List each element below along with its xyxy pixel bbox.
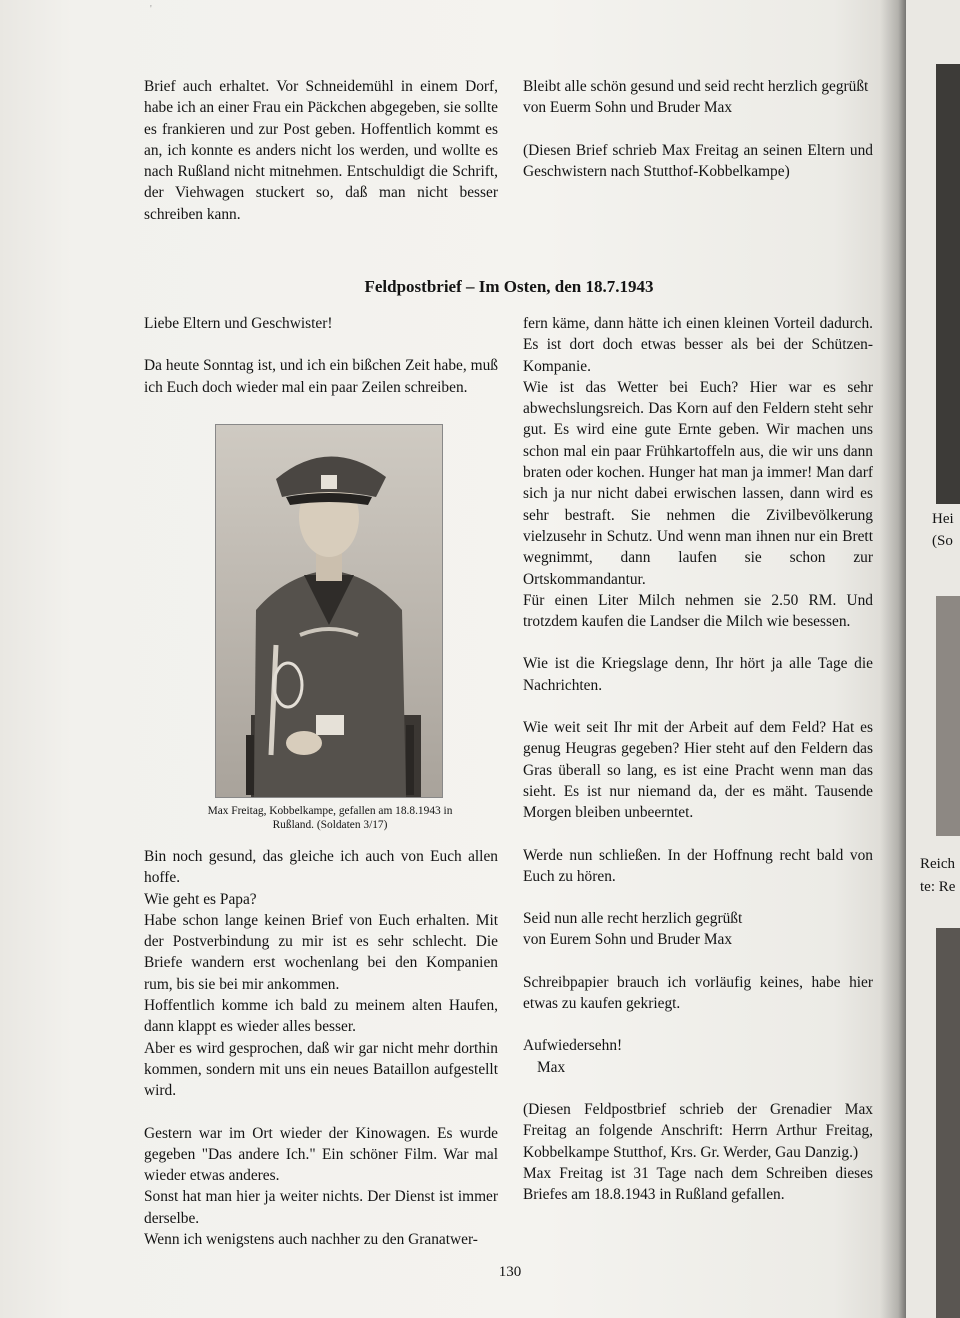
adjacent-page <box>906 0 960 1318</box>
closing: Bleibt alle schön gesund und seid recht herzlich gegrüßt <box>523 78 869 95</box>
editor-note: (Diesen Brief schrieb Max Freitag an seinen Eltern und Geschwistern nach Stutthof-Kobbelkampe) <box>523 141 873 180</box>
page-number: 130 <box>498 1264 522 1280</box>
paragraph: Habe schon lange keinen Brief von Euch erhalten. Mit der Postverbindung zu mir ist es sehr schlecht. Die Briefe wandern erst wochenlang bei den Kompanien rum, bis sie bei mir ankommen. <box>144 911 498 993</box>
left-column-letter <box>144 313 498 398</box>
adjacent-photo <box>936 64 960 504</box>
adjacent-text: (So <box>932 533 953 549</box>
soldier-portrait-photo <box>215 424 443 798</box>
paragraph: Schreibpapier brauch ich vorläufig keines, habe hier etwas zu kaufen gekriegt. <box>523 973 873 1013</box>
margin-mark: ' <box>150 4 152 15</box>
signature-line: von Eurem Sohn und Bruder Max <box>523 931 733 949</box>
adjacent-photo <box>936 596 960 836</box>
signature: Max <box>537 1058 566 1076</box>
paragraph: Sonst hat man hier ja weiter nichts. Der Dienst ist immer derselbe. <box>144 1188 498 1227</box>
editor-note: Max Freitag ist 31 Tage nach dem Schreiben dieses Briefes am 18.8.1943 in Rußland gefallen. <box>523 1164 873 1204</box>
signature-line: von Euerm Sohn und Bruder Max <box>523 99 733 117</box>
paragraph: Gestern war im Ort wieder der Kinowagen. Es wurde gegeben "Das andere Ich." Ein schöner Film. War mal wieder etwas anderes. <box>144 1124 498 1185</box>
letter-heading: Feldpostbrief – Im Osten, den 18.7.1943 <box>364 277 654 296</box>
closing: Seid nun alle recht herzlich gegrüßt <box>523 910 743 928</box>
paragraph: Wie ist das Wetter bei Euch? Hier war es sehr abwechslungsreich. Das Korn auf den Feldern steht sehr gut. Es wird eine gute Ernte geben. Wir machen uns schon mal ein paar Frühkartoffeln aus, die wir uns dann braten oder kochen. Hunger hat man ja immer! Man darf sich ja nur nicht dabei erwischen lassen, dann wird es sehr bestraft. Sie nehmen die Zivilbevölkerung vielzusehr in Schutz. Und wenn man ihnen nur ein Brett wegnimmt, dann laufen sie schon zur Ortskommandantur. <box>523 378 873 588</box>
salutation: Liebe Eltern und Geschwister! <box>144 315 333 332</box>
paragraph: Aber es wird gesprochen, daß wir gar nicht mehr dorthin kommen, sondern mit uns ein neues Bataillon aufgestellt wird. <box>144 1039 498 1100</box>
paragraph: Da heute Sonntag ist, und ich ein bißchen Zeit habe, muß ich Euch doch wieder mal ein paar Zeilen schreiben. <box>144 357 498 396</box>
book-gutter-shadow <box>880 0 906 1318</box>
adjacent-photo <box>936 928 960 1318</box>
paragraph: Wie geht es Papa? <box>144 890 257 908</box>
soldier-portrait-image <box>216 425 442 797</box>
editor-note: (Diesen Feldpostbrief schrieb der Grenadier Max Freitag an folgende Anschrift: Herrn Arthur Freitag, Kobbelkampe Stutthof, Krs. Gr. Werder, Gau Danzig.) <box>523 1100 873 1161</box>
paragraph: Wie ist die Kriegslage denn, Ihr hört ja alle Tage die Nachrichten. <box>523 655 873 694</box>
right-column-letter <box>523 313 873 1205</box>
paragraph: fern käme, dann hätte ich einen kleinen Vorteil dadurch. Es ist dort doch etwas besser als bei der Schützen-Kompanie. <box>523 315 873 375</box>
paragraph: Für einen Liter Milch nehmen sie 2.50 RM. Und trotzdem kaufen die Landser die Milch wie besessen. <box>523 591 873 631</box>
adjacent-text: Reich <box>920 856 955 872</box>
paragraph: Brief auch erhaltet. Vor Schneidemühl in einem Dorf, habe ich an einer Frau ein Päckchen abgegeben, sie sollte es frankieren und zur Post geben. Hoffentlich kommt es an, ich konnte es anders nicht los werden, und wollte es nach Rußland nicht mitnehmen. Entschuldigt die Schrift, der Viehwagen stuckert so, daß man nicht besser schreiben kann. <box>144 78 498 223</box>
paragraph: Wenn ich wenigstens auch nachher zu den Granatwer- <box>144 1231 478 1249</box>
farewell: Aufwiedersehn! <box>523 1037 623 1055</box>
paragraph: Werde nun schließen. In der Hoffnung recht bald von Euch zu hören. <box>523 846 873 885</box>
adjacent-text: te: Re <box>920 879 956 895</box>
paragraph: Bin noch gesund, das gleiche ich auch von Euch allen hoffe. <box>144 848 498 887</box>
left-column-bottom <box>144 846 498 1250</box>
paragraph: Hoffentlich komme ich bald zu meinem alten Haufen, dann klappt es wieder alles besser. <box>144 997 498 1036</box>
right-column-top <box>523 76 873 182</box>
adjacent-text: Hei <box>932 511 954 527</box>
left-column-top <box>144 76 498 225</box>
paragraph: Wie weit seit Ihr mit der Arbeit auf dem Feld? Hat es genug Heugras gegeben? Hier steht auf den Feldern das Gras überall so lang, es ist eine Pracht wenn man das sieht. Es ist nur niemand da, der es mäht. Tausende Morgen bleiben unbeerntet. <box>523 719 873 822</box>
photo-caption: Max Freitag, Kobbelkampe, gefallen am 18.8.1943 in Rußland. (Soldaten 3/17) <box>207 805 453 831</box>
